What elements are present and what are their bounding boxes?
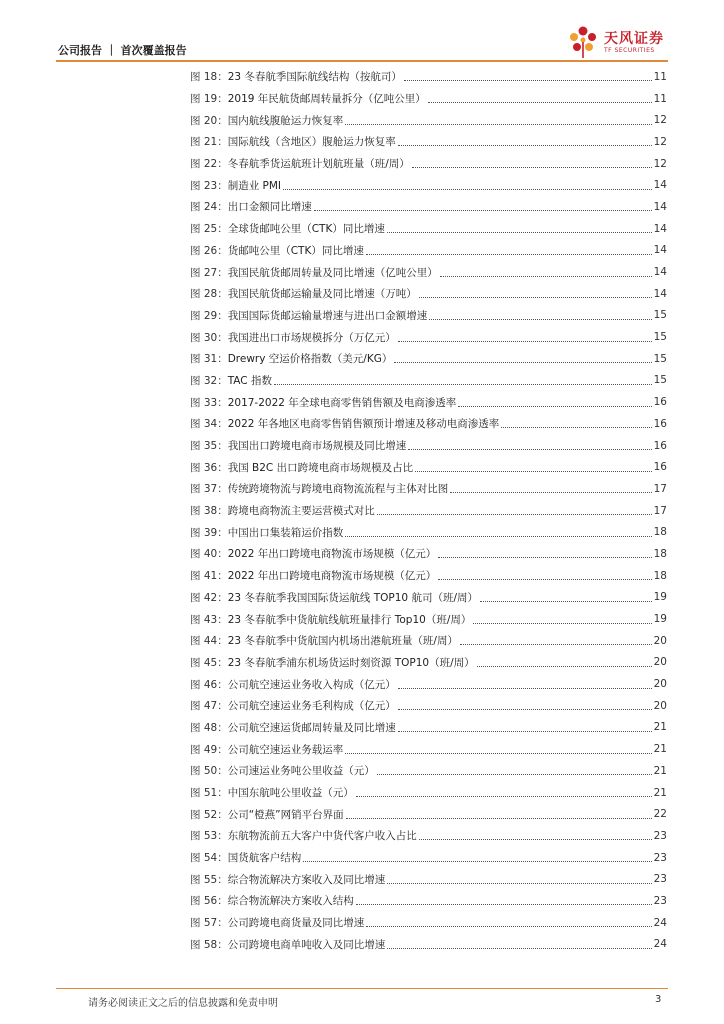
- toc-entry[interactable]: [190, 803, 667, 825]
- toc-page-number: 21: [653, 786, 667, 799]
- toc-page-number: 15: [653, 352, 667, 365]
- toc-page-number: 12: [653, 135, 667, 148]
- toc-dot-leader: [501, 426, 651, 428]
- toc-entry[interactable]: [190, 456, 667, 478]
- toc-page-number: 20: [653, 656, 667, 669]
- toc-page-number: 23: [653, 894, 667, 907]
- toc-dot-leader: [438, 578, 651, 580]
- toc-figure-number: 图 48：: [190, 721, 228, 734]
- toc-entry[interactable]: [190, 630, 667, 652]
- toc-entry[interactable]: [190, 370, 667, 392]
- toc-figure-title: 23 冬春航季浦东机场货运时刻资源 TOP10（班/周）: [227, 656, 475, 669]
- toc-entry[interactable]: [190, 847, 667, 869]
- toc-dot-leader: [345, 123, 651, 125]
- toc-entry[interactable]: [190, 435, 667, 457]
- toc-entry[interactable]: [190, 782, 667, 804]
- toc-figure-title: 综合物流解决方案收入及同比增速: [227, 873, 386, 886]
- toc-page-number: 23: [653, 829, 667, 842]
- toc-figure-number: 图 44：: [190, 635, 228, 648]
- toc-dot-leader: [387, 231, 652, 233]
- toc-page-number: 21: [653, 743, 667, 756]
- toc-figure-number: 图 54：: [190, 852, 228, 865]
- toc-figure-title: 2017-2022 年全球电商零售销售额及电商渗透率: [227, 396, 457, 409]
- toc-dot-leader: [412, 166, 652, 168]
- toc-page-number: 11: [653, 70, 667, 83]
- toc-figure-number: 图 21：: [190, 136, 228, 149]
- toc-figure-title: 2022 年各地区电商零售销售额预计增速及移动电商渗透率: [227, 418, 500, 431]
- toc-page-number: 12: [653, 114, 667, 127]
- toc-figure-number: 图 25：: [190, 223, 228, 236]
- toc-dot-leader: [377, 513, 652, 515]
- toc-figure-title: 东航物流前五大客户中货代客户收入占比: [227, 830, 417, 843]
- toc-entry[interactable]: [190, 673, 667, 695]
- toc-dot-leader: [377, 773, 652, 775]
- toc-figure-number: 图 57：: [190, 917, 228, 930]
- toc-entry[interactable]: [190, 413, 667, 435]
- toc-page-number: 19: [653, 613, 667, 626]
- toc-figure-title: 国际航线（含地区）腹舱运力恢复率: [227, 136, 396, 149]
- toc-figure-number: 图 41：: [190, 570, 228, 583]
- toc-figure-title: 传统跨境物流与跨境电商物流流程与主体对比图: [227, 483, 449, 496]
- toc-dot-leader: [387, 947, 651, 949]
- toc-figure-title: 我国出口跨境电商市场规模及同比增速: [227, 440, 407, 453]
- toc-figure-number: 图 43：: [190, 613, 228, 626]
- toc-figure-number: 图 20：: [190, 114, 228, 127]
- toc-entry[interactable]: [190, 348, 667, 370]
- toc-page-number: 14: [653, 222, 667, 235]
- toc-entry[interactable]: [190, 196, 667, 218]
- toc-page-number: 24: [653, 938, 667, 951]
- toc-page-number: 22: [653, 808, 667, 821]
- toc-figure-title: 23 冬春航季我国国际货运航线 TOP10 航司（班/周）: [227, 591, 478, 604]
- toc-page-number: 24: [653, 916, 667, 929]
- toc-figure-title: 中国出口集装箱运价指数: [227, 526, 344, 539]
- toc-dot-leader: [419, 296, 652, 298]
- toc-figure-number: 图 49：: [190, 743, 228, 756]
- toc-figure-title: 冬春航季货运航班计划航班量（班/周）: [227, 158, 410, 171]
- toc-page-number: 16: [653, 461, 667, 474]
- toc-dot-leader: [398, 730, 652, 732]
- toc-dot-leader: [438, 556, 651, 558]
- toc-figure-number: 图 28：: [190, 288, 228, 301]
- toc-figure-title: 公司跨境电商货量及同比增速: [227, 917, 365, 930]
- toc-figure-title: 国内航线腹舱运力恢复率: [227, 114, 344, 127]
- toc-page-number: 14: [653, 179, 667, 192]
- toc-entry[interactable]: [190, 500, 667, 522]
- toc-dot-leader: [314, 209, 652, 211]
- toc-dot-leader: [398, 340, 652, 342]
- toc-figure-title: 23 冬春航季中货航航线航班量排行 Top10（班/周）: [227, 613, 472, 626]
- toc-dot-leader: [480, 600, 652, 602]
- toc-dot-leader: [274, 383, 652, 385]
- toc-figure-number: 图 19：: [190, 93, 228, 106]
- toc-dot-leader: [473, 622, 651, 624]
- toc-dot-leader: [356, 795, 652, 797]
- toc-entry[interactable]: [190, 738, 667, 760]
- toc-dot-leader: [408, 448, 651, 450]
- toc-figure-number: 图 45：: [190, 656, 228, 669]
- toc-entry[interactable]: [190, 305, 667, 327]
- toc-page-number: 23: [653, 873, 667, 886]
- toc-figure-title: 全球货邮吨公里（CTK）同比增速: [227, 223, 385, 236]
- toc-entry[interactable]: [190, 652, 667, 674]
- toc-entry[interactable]: [190, 695, 667, 717]
- toc-figure-title: 公司跨境电商单吨收入及同比增速: [227, 938, 386, 951]
- toc-figure-title: 公司航空速运业务毛利构成（亿元）: [227, 700, 396, 713]
- toc-figure-number: 图 34：: [190, 418, 228, 431]
- footer-divider: [56, 988, 668, 989]
- toc-dot-leader: [419, 838, 652, 840]
- toc-entry[interactable]: [190, 88, 667, 110]
- toc-dot-leader: [477, 665, 652, 667]
- toc-figure-number: 图 40：: [190, 548, 228, 561]
- toc-figure-number: 图 36：: [190, 461, 228, 474]
- toc-entry[interactable]: [190, 261, 667, 283]
- toc-page-number: 18: [653, 569, 667, 582]
- toc-figure-title: 公司速运业务吨公里收益（元）: [227, 765, 375, 778]
- toc-figure-number: 图 53：: [190, 830, 228, 843]
- toc-figure-title: 2022 年出口跨境电商物流市场规模（亿元）: [227, 548, 437, 561]
- toc-entry[interactable]: [190, 565, 667, 587]
- toc-dot-leader: [303, 860, 651, 862]
- toc-dot-leader: [398, 144, 652, 146]
- toc-figure-title: 公司航空速运业务载运率: [227, 743, 344, 756]
- toc-entry[interactable]: [190, 240, 667, 262]
- toc-page-number: 23: [653, 851, 667, 864]
- figure-index-list: [190, 66, 667, 955]
- toc-page-number: 14: [653, 244, 667, 257]
- toc-page-number: 20: [653, 699, 667, 712]
- toc-figure-number: 图 46：: [190, 678, 228, 691]
- toc-figure-number: 图 39：: [190, 526, 228, 539]
- toc-figure-title: 货邮吨公里（CTK）同比增速: [227, 244, 364, 257]
- toc-figure-number: 图 22：: [190, 158, 228, 171]
- toc-figure-title: 我国民航货邮运输量及同比增速（万吨）: [227, 288, 417, 301]
- toc-figure-title: 公司航空速运货邮周转量及同比增速: [227, 721, 396, 734]
- toc-entry[interactable]: [190, 174, 667, 196]
- toc-dot-leader: [458, 405, 651, 407]
- toc-dot-leader: [415, 470, 652, 472]
- toc-dot-leader: [345, 752, 651, 754]
- toc-entry[interactable]: [190, 326, 667, 348]
- toc-dot-leader: [398, 687, 652, 689]
- toc-page-number: 14: [653, 200, 667, 213]
- toc-entry[interactable]: [190, 717, 667, 739]
- toc-figure-number: 图 37：: [190, 483, 228, 496]
- toc-figure-title: TAC 指数: [227, 374, 272, 387]
- toc-page-number: 20: [653, 678, 667, 691]
- toc-figure-number: 图 27：: [190, 266, 228, 279]
- toc-figure-title: 出口金额同比增速: [227, 201, 312, 214]
- logo-english-name: TF SECURITIES: [604, 47, 655, 54]
- toc-figure-title: 我国进出口市场规模拆分（万亿元）: [227, 331, 396, 344]
- toc-figure-title: 公司航空速运业务收入构成（亿元）: [227, 678, 396, 691]
- toc-page-number: 15: [653, 331, 667, 344]
- toc-entry[interactable]: [190, 868, 667, 890]
- toc-figure-title: Drewry 空运价格指数（美元/KG）: [227, 353, 393, 366]
- toc-figure-title: 国货航客户结构: [227, 852, 302, 865]
- toc-figure-title: 2022 年出口跨境电商物流市场规模（亿元）: [227, 570, 437, 583]
- toc-entry[interactable]: [190, 521, 667, 543]
- toc-dot-leader: [450, 491, 651, 493]
- toc-page-number: 18: [653, 526, 667, 539]
- toc-figure-number: 图 23：: [190, 179, 228, 192]
- toc-figure-title: 中国东航吨公里收益（元）: [227, 787, 354, 800]
- toc-figure-title: 跨境电商物流主要运营模式对比: [227, 505, 375, 518]
- toc-dot-leader: [394, 361, 651, 363]
- toc-entry[interactable]: [190, 543, 667, 565]
- toc-figure-title: 综合物流解决方案收入结构: [227, 895, 354, 908]
- toc-entry[interactable]: [190, 391, 667, 413]
- page-number: 3: [655, 994, 662, 1005]
- company-logo: [566, 24, 676, 60]
- toc-dot-leader: [429, 318, 651, 320]
- toc-dot-leader: [366, 253, 652, 255]
- toc-entry[interactable]: [190, 825, 667, 847]
- toc-entry[interactable]: [190, 66, 667, 88]
- header-divider: [56, 60, 668, 62]
- toc-page-number: 19: [653, 591, 667, 604]
- toc-dot-leader: [428, 101, 652, 103]
- toc-page-number: 18: [653, 547, 667, 560]
- disclaimer-note: 请务必阅读正文之后的信息披露和免责申明: [88, 998, 278, 1009]
- logo-chinese-name: 天风证券: [604, 31, 664, 47]
- toc-dot-leader: [398, 708, 652, 710]
- toc-entry[interactable]: [190, 153, 667, 175]
- toc-dot-leader: [345, 535, 651, 537]
- toc-entry[interactable]: [190, 760, 667, 782]
- toc-page-number: 21: [653, 721, 667, 734]
- toc-page-number: 17: [653, 482, 667, 495]
- toc-dot-leader: [387, 882, 651, 884]
- toc-dot-leader: [346, 817, 652, 819]
- toc-figure-number: 图 26：: [190, 244, 228, 257]
- toc-figure-number: 图 42：: [190, 591, 228, 604]
- toc-page-number: 21: [653, 764, 667, 777]
- toc-entry[interactable]: [190, 912, 667, 934]
- toc-entry[interactable]: [190, 109, 667, 131]
- toc-page-number: 20: [653, 634, 667, 647]
- toc-dot-leader: [460, 643, 652, 645]
- toc-figure-title: 我国民航货邮周转量及同比增速（亿吨公里）: [227, 266, 438, 279]
- toc-page-number: 12: [653, 157, 667, 170]
- toc-figure-number: 图 18：: [190, 71, 228, 84]
- toc-figure-number: 图 50：: [190, 765, 228, 778]
- flower-logo-icon: [566, 24, 600, 60]
- toc-figure-number: 图 31：: [190, 353, 228, 366]
- toc-figure-title: 23 冬春航季中货航国内机场出港航班量（班/周）: [227, 635, 458, 648]
- toc-dot-leader: [283, 188, 652, 190]
- toc-page-number: 11: [653, 92, 667, 105]
- toc-figure-number: 图 58：: [190, 938, 228, 951]
- toc-figure-number: 图 24：: [190, 201, 228, 214]
- toc-page-number: 17: [653, 504, 667, 517]
- page-header: [0, 0, 724, 66]
- toc-figure-title: 2019 年民航货邮周转量拆分（亿吨公里）: [227, 93, 426, 106]
- toc-figure-number: 图 35：: [190, 440, 228, 453]
- toc-figure-number: 图 33：: [190, 396, 228, 409]
- toc-page-number: 16: [653, 417, 667, 430]
- toc-dot-leader: [440, 275, 652, 277]
- toc-page-number: 16: [653, 439, 667, 452]
- toc-figure-number: 图 52：: [190, 808, 228, 821]
- toc-figure-title: 我国国际货邮运输量增速与进出口金额增速: [227, 309, 428, 322]
- toc-entry[interactable]: [190, 608, 667, 630]
- toc-entry[interactable]: [190, 283, 667, 305]
- toc-figure-number: 图 32：: [190, 374, 228, 387]
- toc-figure-title: 23 冬春航季国际航线结构（按航司）: [227, 71, 402, 84]
- toc-dot-leader: [356, 903, 652, 905]
- toc-entry[interactable]: [190, 934, 667, 956]
- toc-figure-title: 制造业 PMI: [227, 179, 282, 192]
- toc-page-number: 16: [653, 396, 667, 409]
- toc-entry[interactable]: [190, 587, 667, 609]
- toc-figure-title: 我国 B2C 出口跨境电商市场规模及占比: [227, 461, 414, 474]
- toc-dot-leader: [404, 79, 652, 81]
- toc-figure-number: 图 47：: [190, 700, 228, 713]
- toc-figure-number: 图 30：: [190, 331, 228, 344]
- toc-entry[interactable]: [190, 890, 667, 912]
- toc-figure-number: 图 56：: [190, 895, 228, 908]
- toc-entry[interactable]: [190, 218, 667, 240]
- toc-figure-number: 图 29：: [190, 309, 228, 322]
- toc-figure-number: 图 38：: [190, 505, 228, 518]
- report-type-label: 公司报告 ｜ 首次覆盖报告: [58, 44, 187, 57]
- toc-entry[interactable]: [190, 478, 667, 500]
- toc-figure-number: 图 51：: [190, 787, 228, 800]
- toc-dot-leader: [366, 925, 651, 927]
- toc-figure-title: 公司“橙燕”网销平台界面: [227, 808, 344, 821]
- toc-page-number: 14: [653, 287, 667, 300]
- toc-figure-number: 图 55：: [190, 873, 228, 886]
- toc-page-number: 14: [653, 266, 667, 279]
- toc-page-number: 15: [653, 374, 667, 387]
- toc-entry[interactable]: [190, 131, 667, 153]
- toc-page-number: 15: [653, 309, 667, 322]
